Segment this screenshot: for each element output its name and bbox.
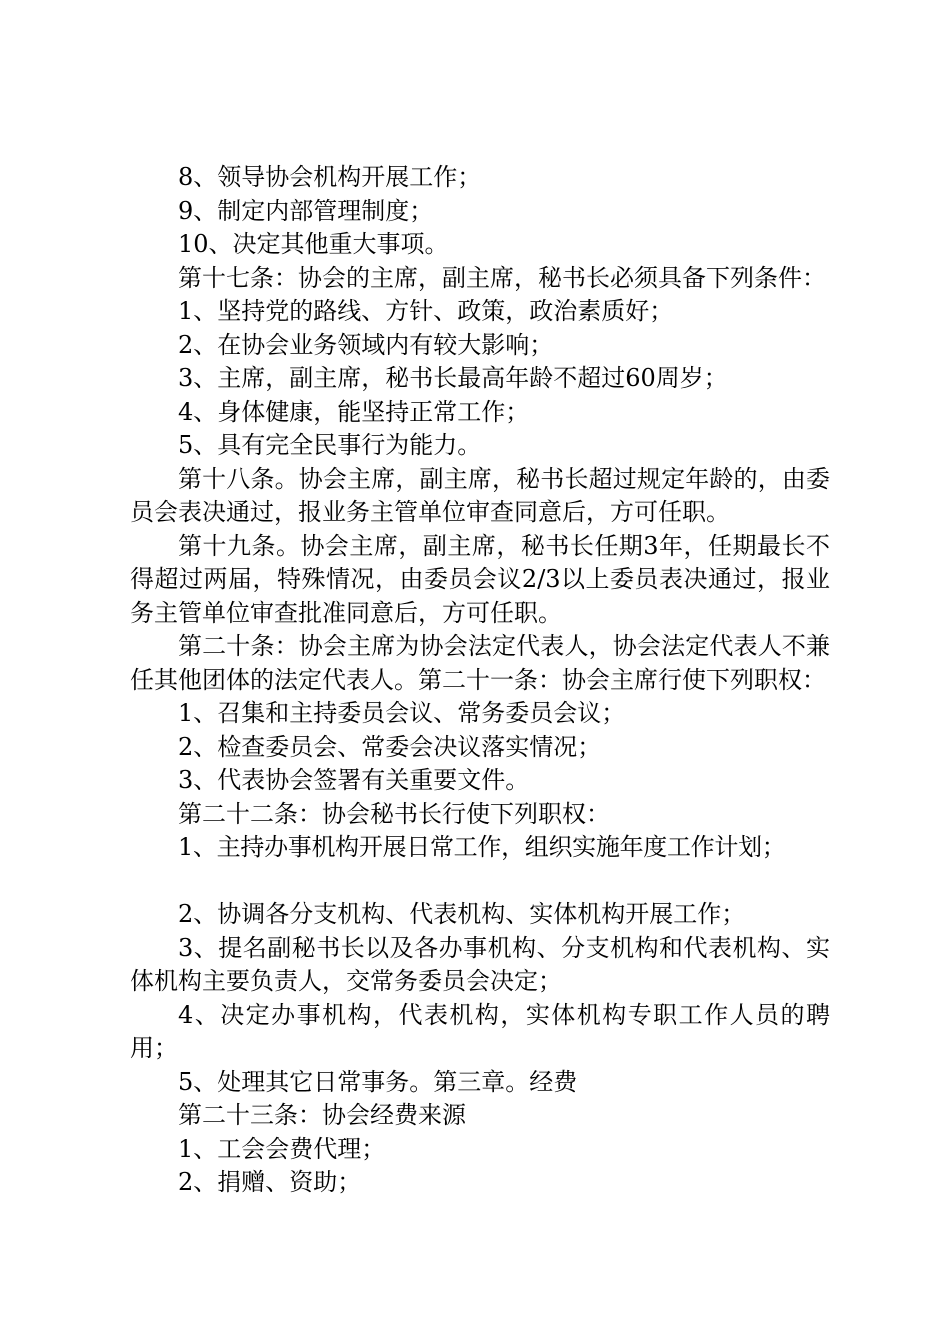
paragraph-funding-2: 2、捐赠、资助； [178, 1168, 362, 1196]
paragraph-condition-4: 4、身体健康，能坚持正常工作； [178, 397, 530, 426]
blank-line [130, 865, 830, 899]
paragraph-chair-power-3: 3、代表协会签署有关重要文件。 [178, 766, 530, 794]
paragraph-secretary-power-3: 3、提名副秘书长以及各办事机构、分支机构和代表机构、实体机构主要负责人，交常务委员会决定； [130, 933, 830, 995]
article-22: 第二十二条：协会秘书长行使下列职权： [178, 799, 610, 828]
paragraph-condition-3: 3、主席，副主席，秘书长最高年龄不超过60周岁； [178, 364, 728, 392]
document-body [130, 161, 830, 1200]
paragraph-condition-5: 5、具有完全民事行为能力。 [178, 431, 482, 459]
paragraph-chair-power-2: 2、检查委员会、常委会决议落实情况； [178, 732, 602, 761]
paragraph-funding-1: 1、工会会费代理； [178, 1134, 386, 1163]
paragraph-secretary-power-5: 5、处理其它日常事务。第三章。经费 [178, 1067, 578, 1096]
paragraph-condition-1: 1、坚持党的路线、方针、政策，政治素质好； [178, 297, 674, 325]
paragraph-chair-power-1: 1、召集和主持委员会议、常务委员会议； [178, 699, 626, 727]
article-20-21: 第二十条：协会主席为协会法定代表人，协会法定代表人不兼任其他团体的法定代表人。第二十一条：协会主席行使下列职权： [130, 632, 830, 694]
article-17: 第十七条：协会的主席，副主席，秘书长必须具备下列条件： [178, 263, 826, 292]
article-18: 第十八条。协会主席，副主席，秘书长超过规定年龄的，由委员会表决通过，报业务主管单位审查同意后，方可任职。 [130, 464, 830, 526]
paragraph-secretary-power-1: 1、主持办事机构开展日常工作，组织实施年度工作计划； [178, 833, 786, 861]
paragraph-secretary-power-4: 4、决定办事机构，代表机构，实体机构专职工作人员的聘用； [130, 1000, 830, 1062]
paragraph-condition-2: 2、在协会业务领域内有较大影响； [178, 330, 554, 359]
paragraph-item-8: 8、领导协会机构开展工作； [178, 163, 482, 191]
paragraph-item-10: 10、决定其他重大事项。 [178, 230, 449, 258]
paragraph-secretary-power-2: 2、协调各分支机构、代表机构、实体机构开展工作； [178, 900, 746, 928]
article-23: 第二十三条：协会经费来源 [178, 1101, 466, 1129]
article-19: 第十九条。协会主席，副主席，秘书长任期3年，任期最长不得超过两届，特殊情况，由委员会议2/3以上委员表决通过，报业务主管单位审查批准同意后，方可任职。 [130, 531, 830, 627]
paragraph-item-9: 9、制定内部管理制度； [178, 196, 434, 225]
